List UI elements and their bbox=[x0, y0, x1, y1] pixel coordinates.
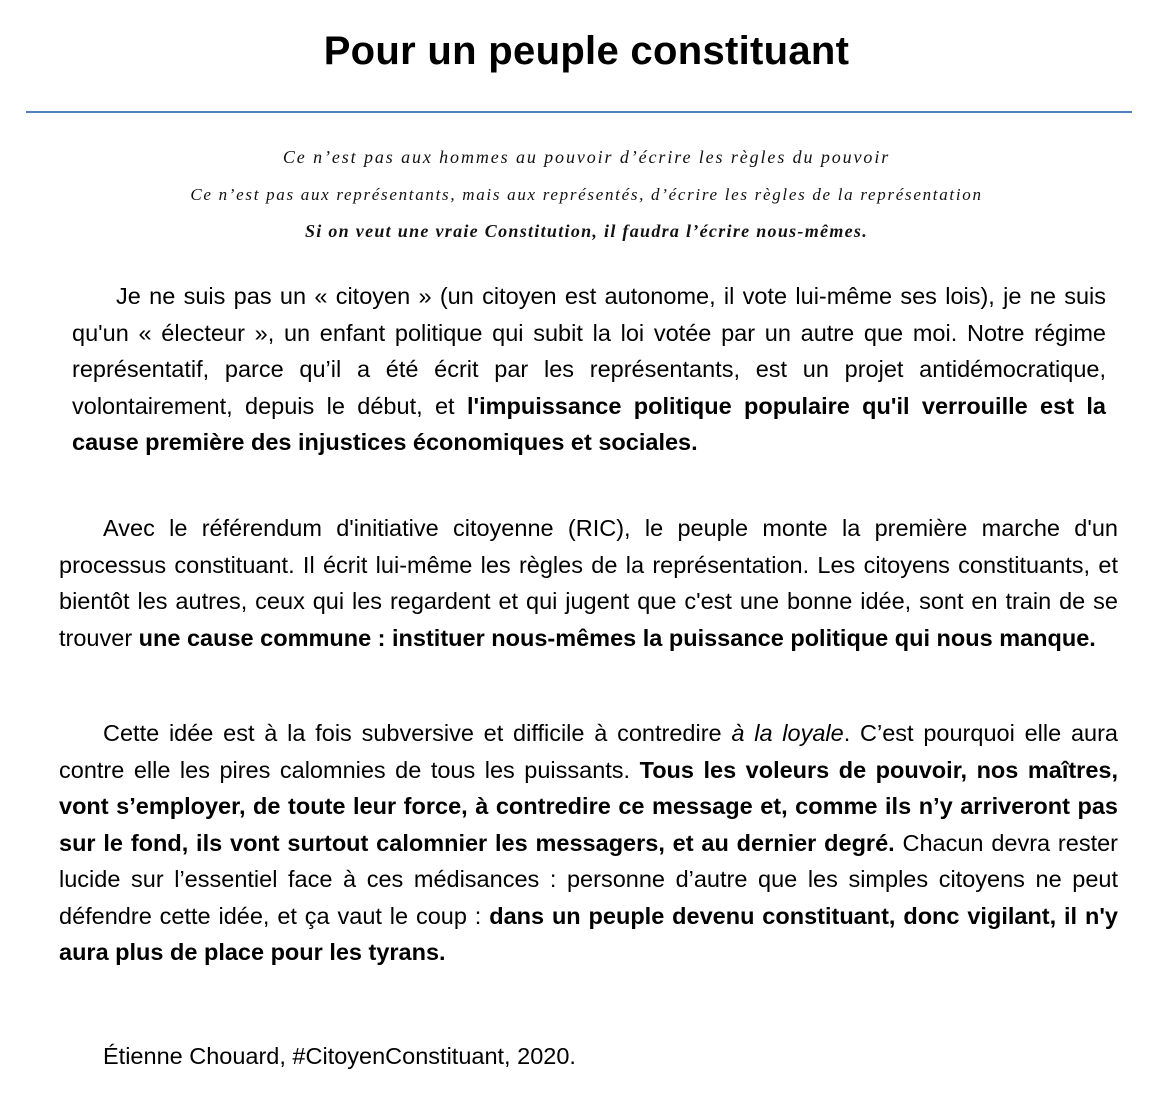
epigraph-line-2: Ce n’est pas aux représentants, mais aux représentés, d’écrire les règles de la représentation bbox=[190, 185, 983, 204]
page-title: Pour un peuple constituant bbox=[323, 29, 850, 73]
paragraph-3-text-b: . C’est pourquoi elle aura contre elle les pires calomnies de tous les puissants. bbox=[59, 720, 1118, 783]
paragraph-1 bbox=[72, 278, 1106, 461]
signature: Étienne Chouard, #CitoyenConstituant, 2020. bbox=[103, 1043, 576, 1069]
title-divider bbox=[26, 111, 1132, 113]
epigraph-line-1: Ce n’est pas aux hommes au pouvoir d’écrire les règles du pouvoir bbox=[282, 147, 891, 167]
paragraph-3-italic: à la loyale bbox=[731, 720, 844, 746]
paragraph-3-bold-b: dans un peuple devenu constituant, donc vigilant, il n'y aura plus de place pour les tyrans. bbox=[59, 902, 1118, 965]
paragraph-3 bbox=[59, 715, 1118, 971]
paragraph-2-text: Avec le référendum d'initiative citoyenne (RIC), le peuple monte la première marche d'un processus constituant. Il écrit lui-même les règles de la représentation. Les citoyens constituants, et bientôt les autres, ceux qui les regardent et qui jugent que c'est une bonne idée, sont en train de se trouver bbox=[59, 515, 1118, 651]
epigraph-line-3: Si on veut une vraie Constitution, il faudra l’écrire nous-mêmes. bbox=[304, 221, 869, 241]
paragraph-2-bold: une cause commune : instituer nous-mêmes la puissance politique qui nous manque. bbox=[138, 624, 1096, 651]
paragraph-1-text: Je ne suis pas un « citoyen » (un citoyen est autonome, il vote lui-même ses lois), je ne suis qu'un « électeur », un enfant politique qui subit la loi votée par un autre que moi. Notre régime représentatif, parce qu’il a été écrit par les représentants, est un projet antidémocratique, volontairement, depuis le début, et bbox=[72, 283, 1106, 419]
paragraph-3-bold-a: Tous les voleurs de pouvoir, nos maîtres, vont s’employer, de toute leur force, à contredire ce message et, comme ils n’y arriveront pas sur le fond, ils vont surtout calomnier les messagers, et au dernier degré. bbox=[59, 756, 1118, 856]
paragraph-2 bbox=[59, 510, 1118, 656]
paragraph-1-bold: l'impuissance politique populaire qu'il verrouille est la cause première des injustices économiques et sociales. bbox=[72, 392, 1106, 455]
paragraph-3-text-a: Cette idée est à la fois subversive et difficile à contredire bbox=[103, 720, 732, 746]
paragraph-3-text-c: Chacun devra rester lucide sur l’essentiel face à ces médisances : personne d’autre que les simples citoyens ne peut défendre cette idée, et ça vaut le coup : bbox=[59, 829, 1118, 929]
